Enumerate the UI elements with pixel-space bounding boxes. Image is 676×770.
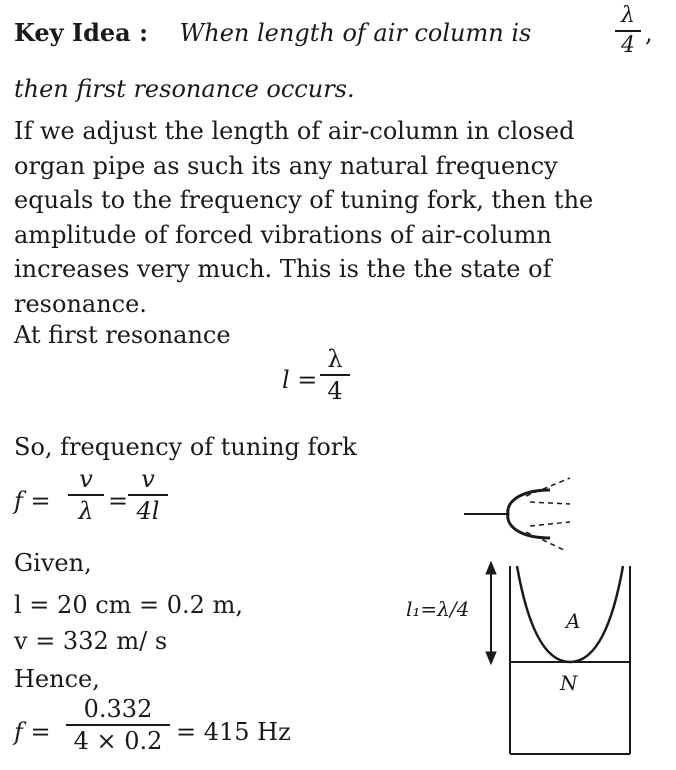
resonance-frac-den: 4 [327, 377, 343, 406]
fraction-bar [128, 494, 168, 496]
length-arrow [486, 562, 496, 664]
node-label: N [560, 671, 578, 695]
paragraph-line: If we adjust the length of air-column in closed [14, 117, 575, 145]
fraction-bar [615, 30, 641, 32]
freq-frac1-den: λ [78, 497, 94, 526]
freq-frac2-den: 4l [136, 497, 160, 526]
closed-pipe [510, 566, 630, 754]
freq-eq-equals: = [108, 487, 129, 515]
tuning-fork-icon [464, 478, 570, 550]
paragraph-line: amplitude of forced vibrations of air-column [14, 220, 552, 249]
resonance-diagram [380, 470, 670, 760]
fraction-bar [320, 374, 350, 376]
freq-fraction-1 [68, 466, 104, 525]
paragraph-line: increases very much. This is the the state of [14, 255, 552, 283]
resonance-fraction [320, 346, 350, 405]
resonance-eq-lhs: l = [282, 366, 318, 394]
antinode-label: A [566, 609, 581, 633]
freq-frac1-num: v [79, 465, 93, 493]
given-length: l = 20 cm = 0.2 m, [14, 591, 243, 619]
fraction-bar [68, 494, 104, 496]
key-idea-fraction [615, 4, 641, 58]
first-resonance-text: At first resonance [14, 321, 231, 349]
key-idea-comma: , [645, 19, 653, 47]
result-frac-den: 4 × 0.2 [73, 727, 163, 756]
freq-eq-lhs: f = [14, 487, 51, 515]
paragraph-line: equals to the frequency of tuning fork, then the [14, 186, 594, 214]
frequency-text: So, frequency of tuning fork [14, 433, 357, 461]
freq-fraction-2 [128, 466, 168, 525]
resonance-frac-num: λ [327, 345, 343, 373]
result-fraction [66, 696, 170, 755]
result-frac-num: 0.332 [83, 695, 153, 723]
key-idea-text: When length of air column is [179, 19, 532, 47]
key-idea-label: Key Idea : [14, 18, 148, 47]
key-idea-continuation: then first resonance occurs. [14, 75, 355, 103]
given-label: Given, [14, 549, 92, 577]
result-rhs: = 415 Hz [176, 718, 291, 746]
paragraph-line: resonance. [14, 289, 147, 318]
given-velocity: v = 332 m/ s [14, 627, 168, 655]
key-idea-line [14, 18, 531, 48]
key-idea-frac-num: λ [621, 3, 635, 28]
paragraph-line: organ pipe as such its any natural frequency [14, 151, 558, 180]
fraction-bar [66, 724, 170, 726]
hence-label: Hence, [14, 665, 100, 693]
explanation-paragraph [14, 114, 593, 321]
result-lhs: f = [14, 718, 51, 746]
freq-frac2-num: v [141, 465, 155, 493]
key-idea-frac-den: 4 [621, 33, 635, 59]
length-label: l₁=λ/4 [406, 597, 470, 621]
